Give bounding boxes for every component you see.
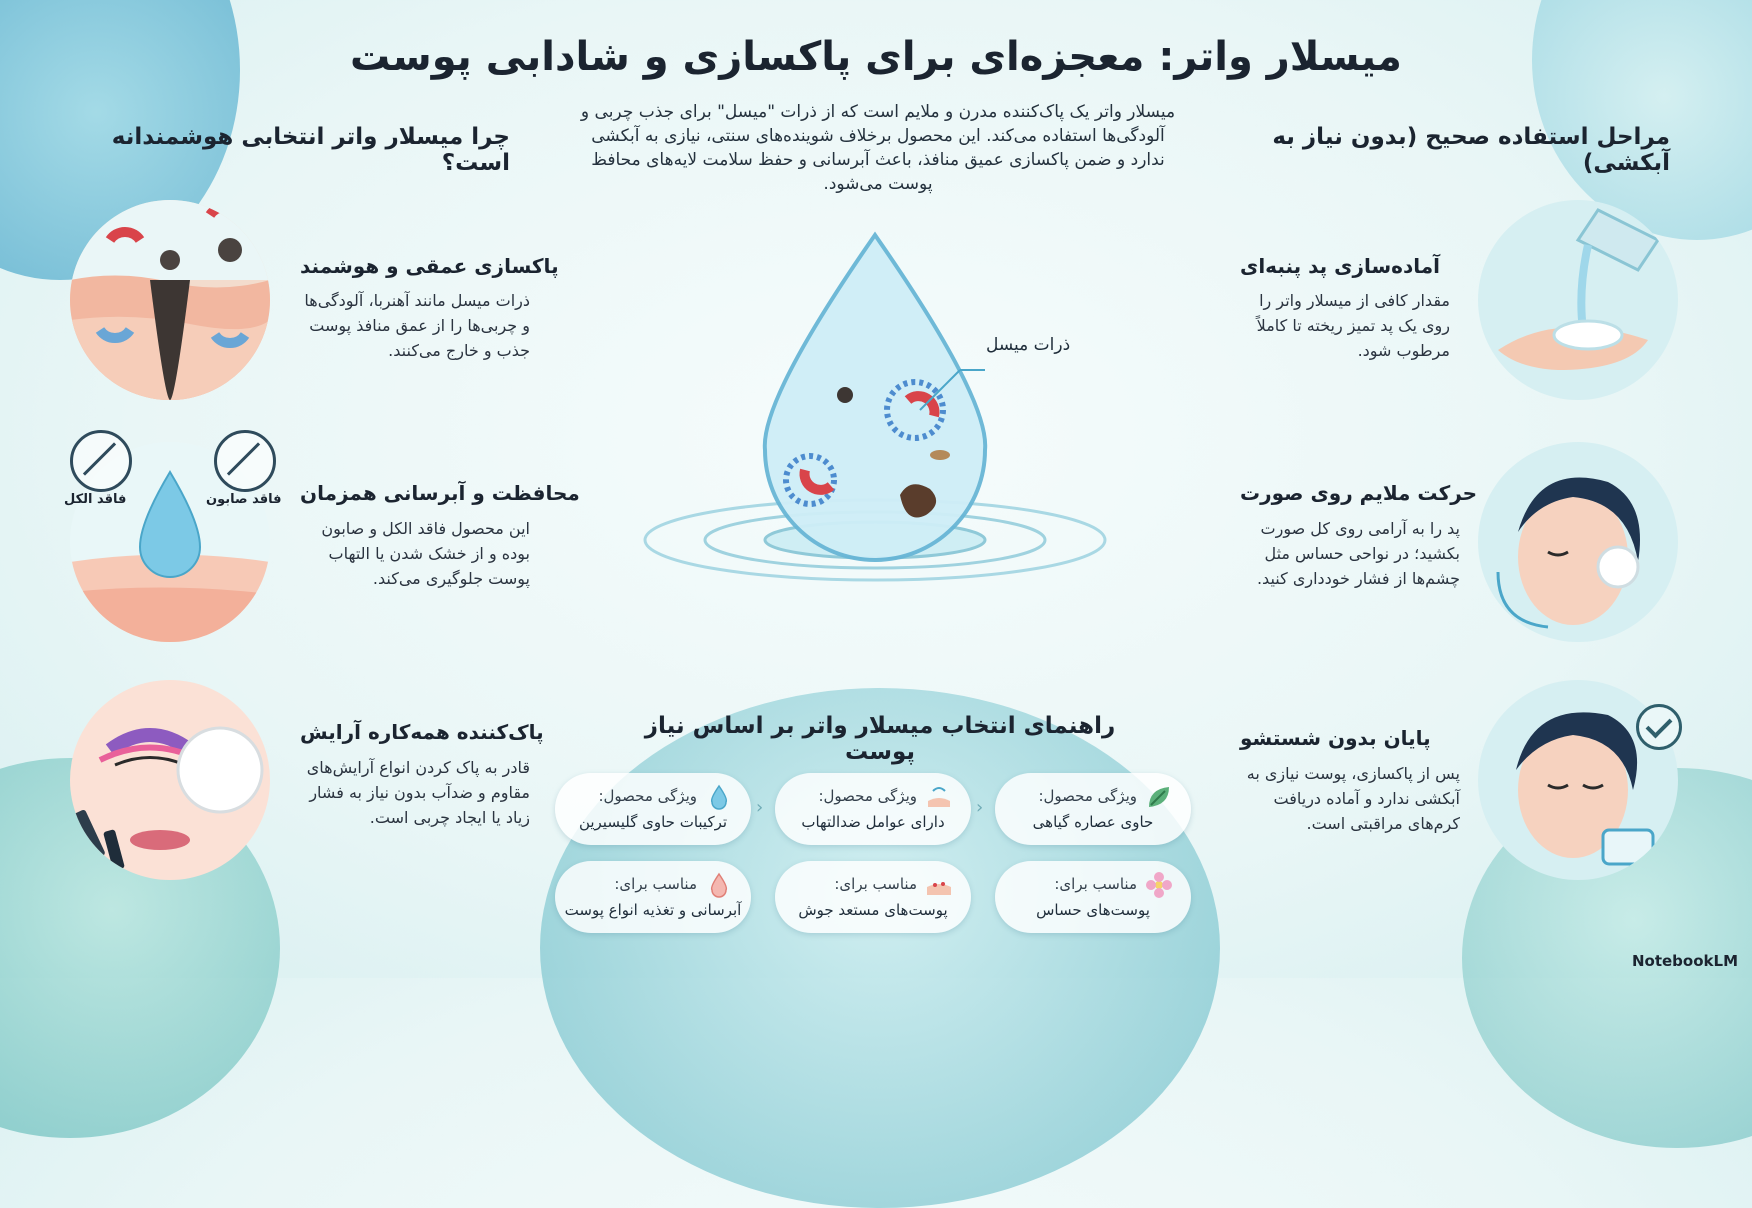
pore-magnet-icon [70, 200, 270, 400]
benefit-text: قادر به پاک کردن انواع آرایش‌های مقاوم و ضدآب بدون نیاز به فشار زیاد یا ایجاد چربی است. [306, 758, 530, 827]
step-title: حرکت ملایم روی صورت [1240, 481, 1478, 505]
feature-value: دارای عوامل ضدالتهاب [801, 813, 945, 831]
decor-blob [540, 688, 1220, 1208]
arrow-icon: ‹ [976, 797, 984, 818]
guide-title: راهنمای انتخاب میسلار واتر بر اساس نیاز پوست [644, 713, 1116, 765]
suitable-value: آبرسانی و تغذیه انواع پوست [564, 901, 742, 919]
suitable-label: مناسب برای: [834, 875, 917, 893]
guide-suitable-card [995, 861, 1191, 933]
benefit-text: این محصول فاقد الکل و صابون بوده و از خشک شدن یا التهاب پوست جلوگیری می‌کند. [321, 519, 530, 588]
intro-paragraph: میسلار واتر یک پاک‌کننده مدرن و ملایم است که از ذرات "میسل" برای جذب چربی و آلودگی‌ها استفاده می‌کند. این محصول برخلاف شوینده‌های سنتی، نیازی به آبکشی ندارد و ضمن پاکسازی عمیق منافذ، باعث آبرسانی و حفظ سلامت لایه‌های محافظ پوست می‌شود. [580, 102, 1176, 194]
check-icon [1636, 704, 1682, 750]
guide-suitable-card [775, 861, 971, 933]
micelle-label: ذرات میسل [986, 335, 1071, 355]
brand-logo: NotebookLM [1631, 952, 1738, 970]
benefit-text: ذرات میسل مانند آهنربا، آلودگی‌ها و چربی‌ها را از عمق منافذ پوست جذب و خارج می‌کنند. [304, 291, 530, 360]
feature-label: ویژگی محصول: [598, 787, 697, 805]
feature-value: حاوی عصاره گیاهی [1032, 813, 1154, 831]
micelle-drop-illustration [640, 230, 1110, 590]
suitable-label: مناسب برای: [1054, 875, 1137, 893]
feature-label: ویژگی محصول: [1038, 787, 1137, 805]
hydration-drop-icon [705, 871, 733, 899]
benefit-title: پاک‌کننده همه‌کاره آرایش [300, 720, 544, 744]
leaf-icon [1145, 783, 1173, 811]
suitable-label: مناسب برای: [614, 875, 697, 893]
no-soap-icon [214, 430, 276, 492]
guide-feature-card [995, 773, 1191, 845]
step-title: آماده‌سازی پد پنبه‌ای [1240, 254, 1440, 278]
benefit-title: پاکسازی عمقی و هوشمند [300, 254, 559, 278]
suitable-value: پوست‌های مستعد جوش [798, 901, 948, 919]
step-text: پد را به آرامی روی کل صورت بکشید؛ در نواحی حساس مثل چشم‌ها از فشار خودداری کنید. [1256, 519, 1460, 588]
guide-suitable-card [555, 861, 751, 933]
arrow-icon: ‹ [756, 797, 764, 818]
step-text: پس از پاکسازی، پوست نیازی به آبکشی ندارد و آماده دریافت کرم‌های مراقبتی است. [1246, 764, 1460, 833]
drop-icon [705, 783, 733, 811]
benefit-title: محافظت و آبرسانی همزمان [300, 481, 580, 505]
no-alcohol-badge: فاقد الکل [64, 492, 127, 507]
no-alcohol-icon [70, 430, 132, 492]
acne-skin-icon [925, 871, 953, 899]
benefits-heading: چرا میسلار واتر انتخابی هوشمندانه است؟ [111, 124, 510, 176]
suitable-value: پوست‌های حساس [1036, 901, 1150, 919]
step-text: مقدار کافی از میسلار واتر را روی یک پد تمیز ریخته تا کاملاً مرطوب شود. [1256, 291, 1450, 360]
flower-icon [1145, 871, 1173, 899]
page-title: میسلار واتر: معجزه‌ای برای پاکسازی و شادابی پوست [350, 34, 1402, 80]
feature-label: ویژگی محصول: [818, 787, 917, 805]
soothing-skin-icon [925, 783, 953, 811]
pour-cotton-pad-icon [1478, 200, 1678, 400]
face-wipe-icon [1478, 442, 1678, 642]
makeup-removal-icon [70, 680, 270, 880]
steps-heading: مراحل استفاده صحیح (بدون نیاز به آبکشی) [1272, 124, 1670, 176]
guide-feature-card [555, 773, 751, 845]
feature-value: ترکیبات حاوی گلیسیرین [578, 813, 728, 831]
step-title: پایان بدون شستشو [1240, 726, 1431, 750]
guide-feature-card [775, 773, 971, 845]
no-soap-badge: فاقد صابون [206, 492, 282, 507]
